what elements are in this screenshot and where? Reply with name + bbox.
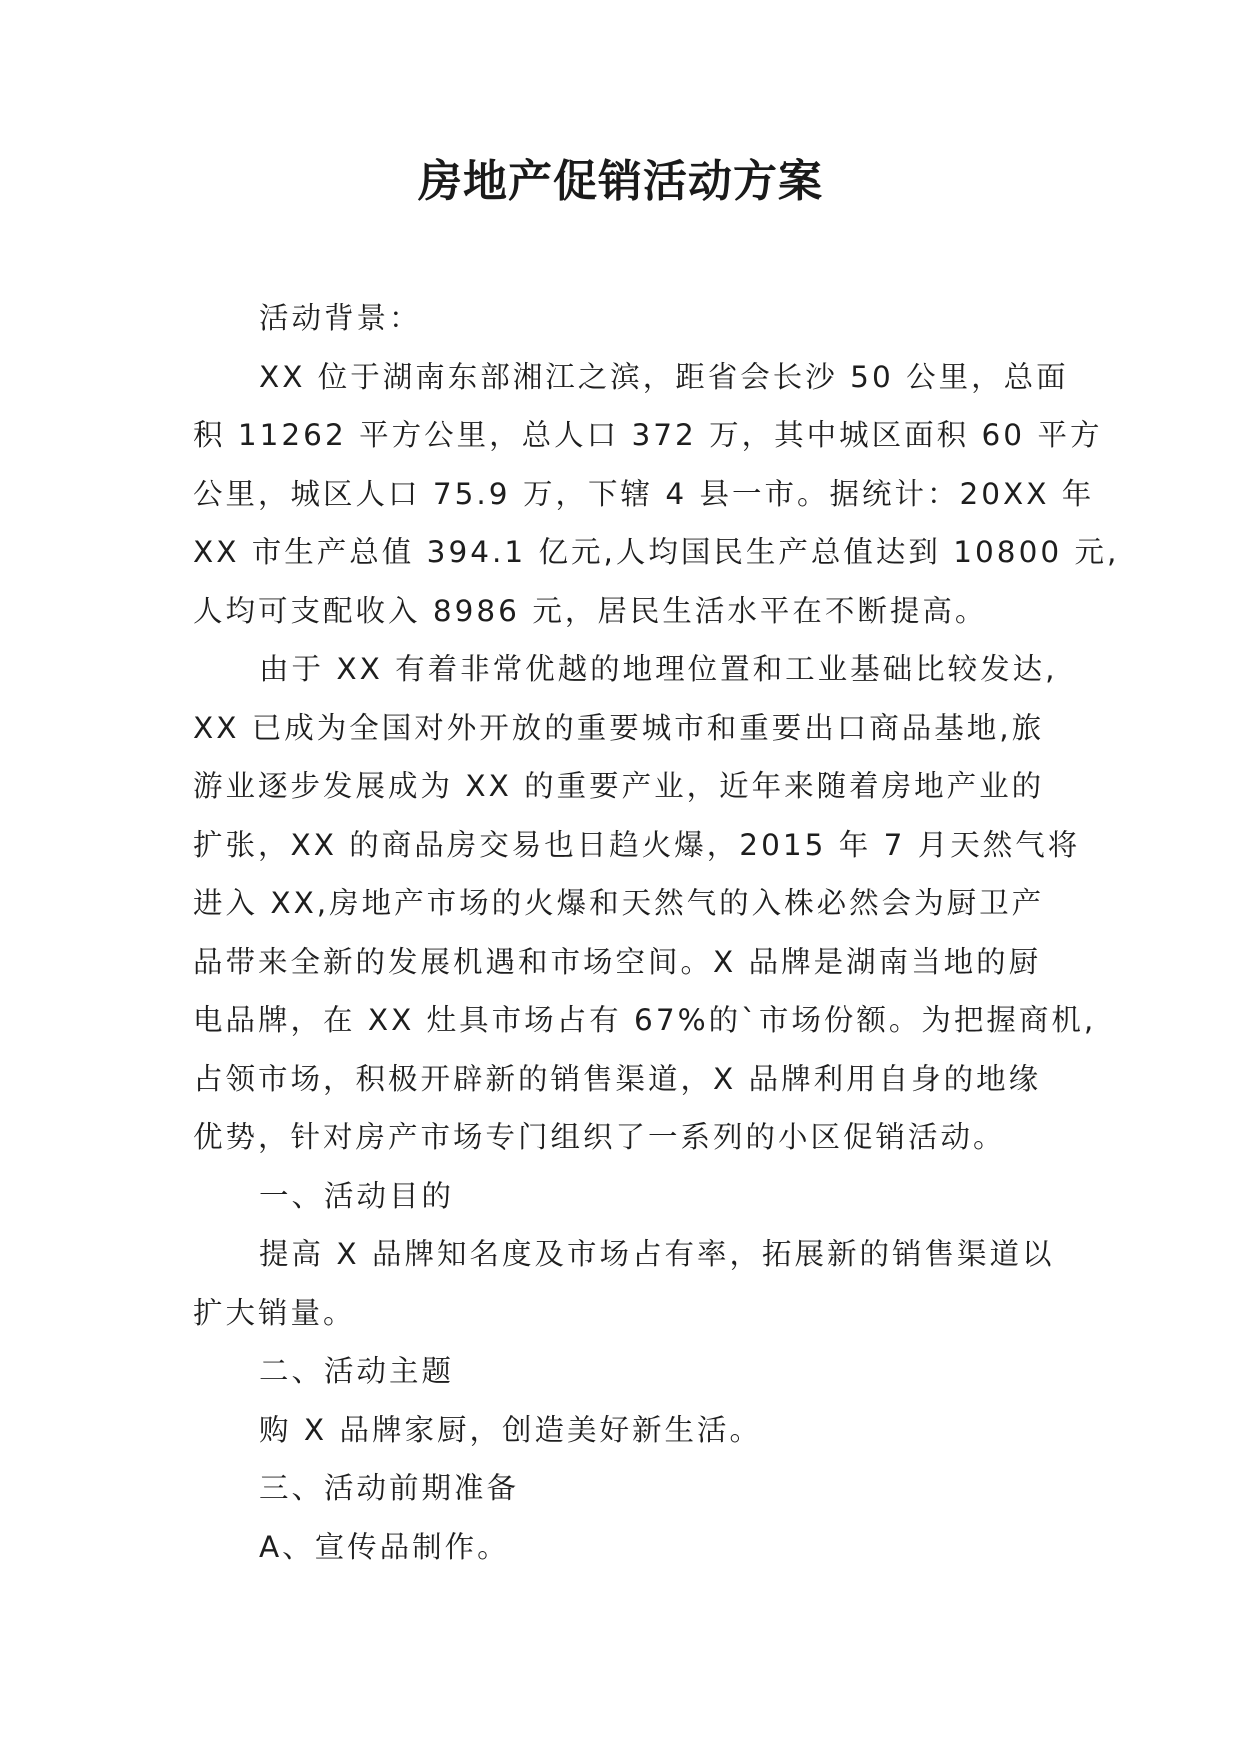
section-heading: 三、活动前期准备 [259, 1471, 520, 1505]
paragraph-line: 扩大销量。 [193, 1295, 356, 1330]
section-heading: 一、活动目的 [259, 1178, 455, 1213]
heading-background: 活动背景： [259, 301, 422, 335]
paragraph-line: 购 X 品牌家厨，创造美好新生活。 [259, 1412, 762, 1447]
paragraph-line: A、宣传品制作。 [259, 1529, 510, 1564]
paragraph-line: 占领市场，积极开辟新的销售渠道，X 品牌利用自身的地缘 [193, 1061, 1042, 1096]
paragraph-line: 由于 XX 有着非常优越的地理位置和工业基础比较发达, [259, 652, 1058, 686]
paragraph-line: 公里，城区人口 75.9 万，下辖 4 县一市。据统计：20XX 年 [193, 476, 1095, 511]
paragraph-line: 品带来全新的发展机遇和市场空间。X 品牌是湖南当地的厨 [193, 944, 1042, 979]
paragraph-line: 扩张，XX 的商品房交易也日趋火爆，2015 年 7 月天然气将 [193, 827, 1081, 862]
paragraph-line: 游业逐步发展成为 XX 的重要产业，近年来随着房地产业的 [193, 769, 1045, 803]
paragraph-line: 人均可支配收入 8986 元，居民生活水平在不断提高。 [193, 593, 988, 628]
paragraph-line: 提高 X 品牌知名度及市场占有率，拓展新的销售渠道以 [259, 1237, 1055, 1271]
paragraph-line: 优势，针对房产市场专门组织了一系列的小区促销活动。 [193, 1120, 1006, 1154]
paragraph-line: XX 已成为全国对外开放的重要城市和重要出口商品基地,旅 [193, 710, 1045, 745]
paragraph-line: 电品牌，在 XX 灶具市场占有 67%的`市场份额。为把握商机, [193, 1003, 1097, 1037]
paragraph-line: 进入 XX,房地产市场的火爆和天然气的入株必然会为厨卫产 [193, 886, 1045, 920]
document-title: 房地产促销活动方案 [418, 156, 823, 207]
document-body [193, 289, 1120, 1576]
paragraph-line: 积 11262 平方公里，总人口 372 万，其中城区面积 60 平方 [193, 418, 1103, 452]
paragraph-line: XX 位于湖南东部湘江之滨，距省会长沙 50 公里，总面 [259, 359, 1069, 394]
section-heading: 二、活动主题 [259, 1354, 455, 1388]
paragraph-line: XX 市生产总值 394.1 亿元,人均国民生产总值达到 10800 元, [193, 535, 1120, 569]
